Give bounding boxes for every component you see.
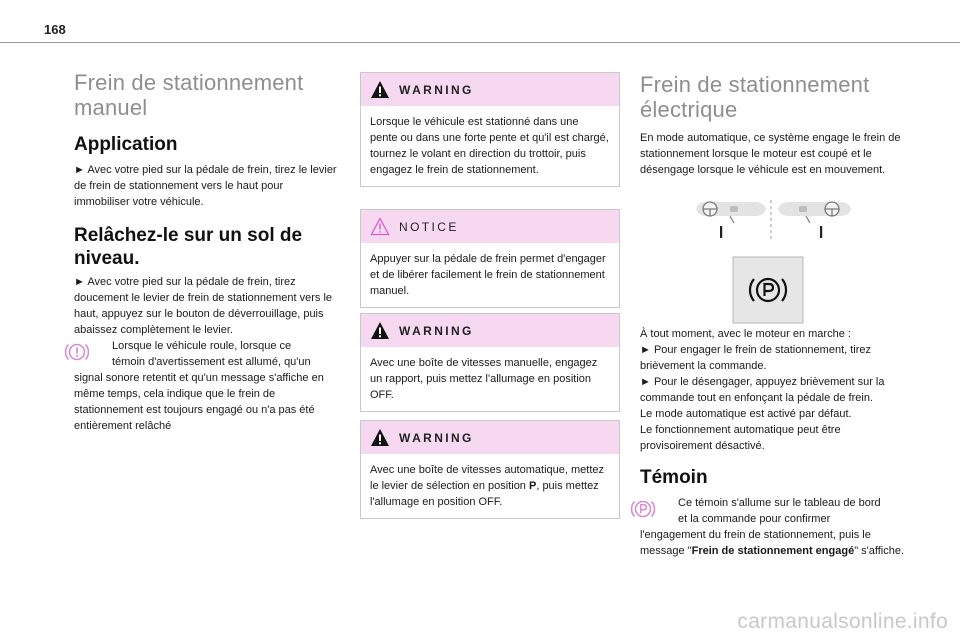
application-text: ► Avec votre pied sur la pédale de frein, tirez le levier de frein de stationnement vers le haut pour immobiliser votre véhicule.	[74, 164, 337, 208]
warning-label: WARNING	[399, 83, 474, 97]
brake-switch-icon	[730, 206, 738, 212]
notice-label: NOTICE	[399, 220, 459, 234]
warning-box-text: Lorsque le véhicule est stationné dans une pente ou dans une forte pente et qu'il est chargé, tournez le volant en direction du trottoir, puis engagez le frein de stationnement.	[370, 116, 609, 176]
warning-box-header	[361, 421, 619, 454]
section-title-electric: Frein de stationnement électrique	[640, 72, 870, 122]
brake-warning-lamp-icon	[60, 338, 94, 366]
section-title-manual: Frein de stationnement manuel	[74, 70, 304, 120]
page-number: 168	[44, 22, 66, 37]
warning-box-slope	[360, 72, 620, 187]
brake-control-illustration	[694, 196, 854, 242]
warning-triangle-icon	[370, 80, 390, 99]
brake-switch-icon	[799, 206, 807, 212]
parking-brake-lamp-icon	[626, 495, 660, 523]
footer-watermark: carmanualsonline.info	[737, 610, 948, 633]
column-manual-parking-brake	[74, 70, 340, 434]
warning-box-text: Avec une boîte de vitesses manuelle, engagez un rapport, puis mettez l'allumage en position OFF.	[370, 357, 598, 401]
warning-box-manual-gearbox	[360, 313, 620, 412]
warning-box-automatic-gearbox	[360, 420, 620, 519]
notice-triangle-icon	[370, 217, 390, 236]
column-electric-parking-brake	[640, 72, 910, 178]
notice-box	[360, 209, 620, 308]
warning-box-header	[361, 314, 619, 347]
electric-operation	[640, 326, 910, 559]
pedal-icon	[820, 226, 822, 238]
warning-box-header	[361, 73, 619, 106]
operation-text: À tout moment, avec le moteur en marche : ► Pour engager le frein de stationnement, tirez brièvement la commande. ► Pour le désengager, appuyez brièvement sur la commande tout en enfonçant la pédale de frein. Le mode automatique est activé par défaut. Le fonctionnement automatique peut être provisoirement désactivé.	[640, 328, 885, 452]
heading-release: Relâchez-le sur un sol de niveau.	[74, 225, 303, 269]
temoin-paragraph: Ce témoin s'allume sur le tableau de bord et la commande pour confirmer l'engagement du frein de stationnement, puis le message "Frein de stationnement engagé" s'affiche.	[640, 495, 910, 559]
warning-triangle-icon	[370, 321, 390, 340]
release-text: ► Avec votre pied sur la pédale de frein, tirez doucement le levier de frein de stationnement vers le haut, appuyez sur le bouton de déverrouillage, puis abaissez complètement le levier.	[74, 276, 333, 336]
top-rule	[0, 42, 960, 43]
warning-triangle-icon	[370, 428, 390, 447]
warning-lamp-paragraph: Lorsque le véhicule roule, lorsque ce témoin d'avertissement est allumé, qu'un signal sonore retentit et qu'un message s'affiche en même temps, cela indique que le frein de stationnement est toujours engagé ou n'a pas été entièrement relâché	[74, 338, 340, 434]
notice-box-text: Appuyer sur la pédale de frein permet d'engager et de libérer facilement le frein de stationnement manuel.	[370, 253, 606, 297]
warning-label: WARNING	[399, 324, 474, 338]
electric-intro-text: En mode automatique, ce système engage le frein de stationnement lorsque le moteur est coupé et le désengage lorsque le véhicule est en mouvement.	[640, 132, 901, 176]
warning-box-text: Avec une boîte de vitesses automatique, mettez le levier de sélection en position P, puis mettez l'allumage en position OFF.	[370, 464, 604, 508]
heading-temoin: Témoin	[640, 467, 708, 488]
warning-label: WARNING	[399, 431, 474, 445]
pedal-icon	[720, 226, 722, 238]
parking-button-illustration	[732, 256, 804, 324]
heading-application: Application	[74, 134, 178, 155]
notice-box-header	[361, 210, 619, 243]
